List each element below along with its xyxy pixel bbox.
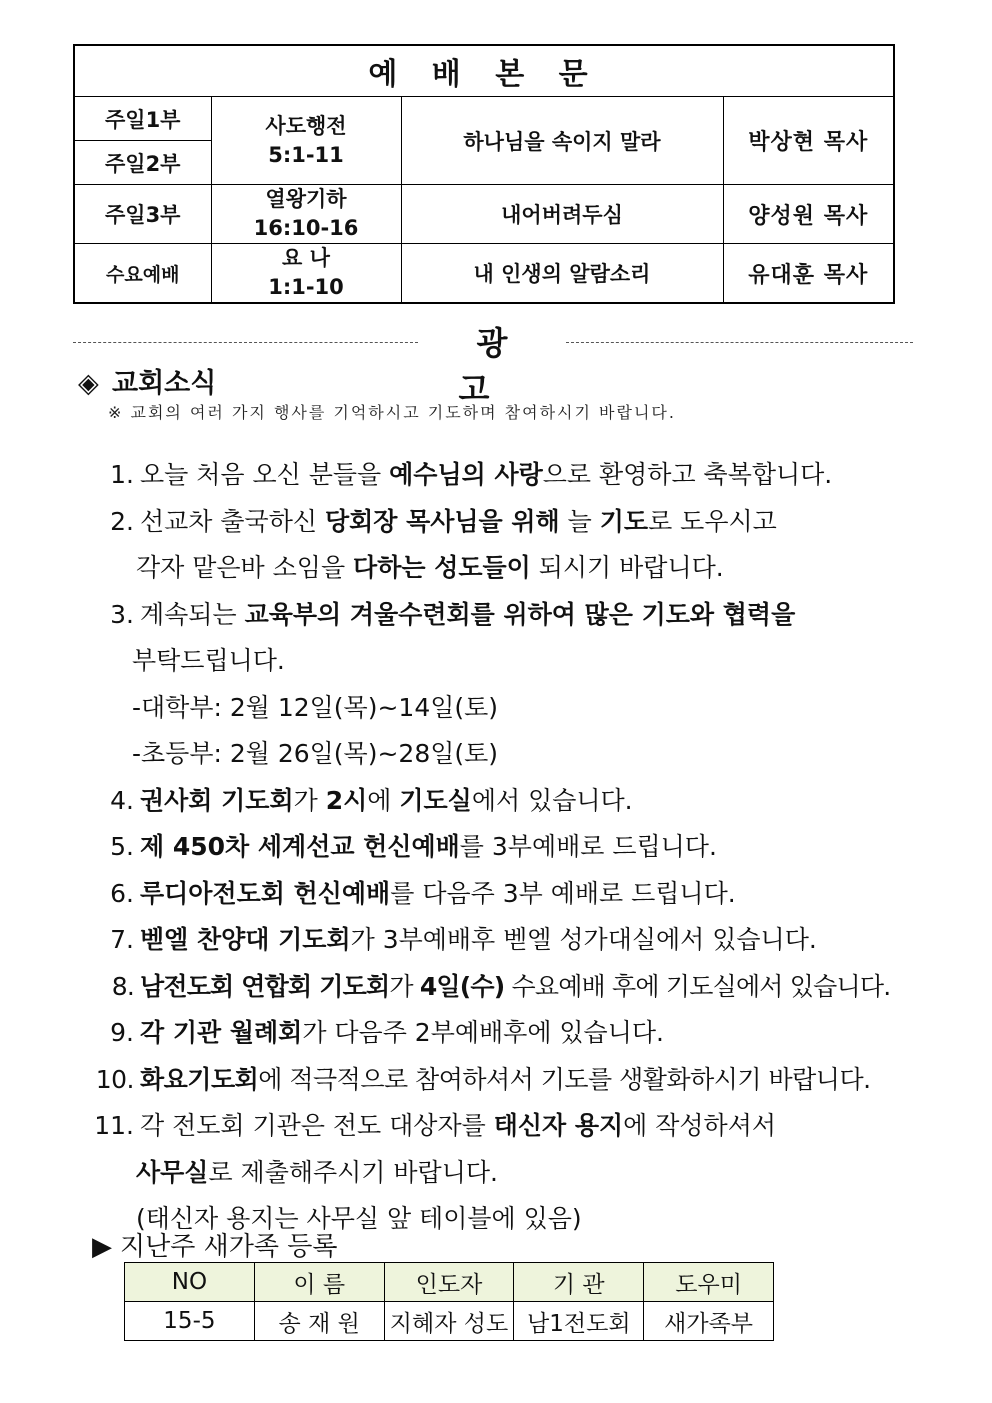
scripture-verse: 16:10-16 bbox=[253, 216, 359, 240]
announcements-title: 광 고 bbox=[458, 324, 544, 408]
item-number: 11. bbox=[94, 1111, 134, 1140]
item-text-emphasis: 2시 bbox=[325, 785, 368, 815]
column-header: 도우미 bbox=[644, 1263, 774, 1302]
announcement-list bbox=[70, 452, 950, 1243]
table-row bbox=[125, 1302, 774, 1341]
column-header: 기 관 bbox=[514, 1263, 644, 1302]
item-text: 으로 환영하고 축복합니다. bbox=[542, 460, 833, 489]
list-item bbox=[70, 1057, 950, 1104]
item-number: 1. bbox=[110, 460, 134, 489]
item-text-emphasis: 태신자 용지 bbox=[493, 1111, 624, 1140]
service-label: 주일1부 bbox=[74, 97, 211, 141]
item-number: 7. bbox=[110, 925, 134, 954]
item-text: 가 bbox=[389, 971, 420, 1001]
item-number: 8. bbox=[111, 971, 134, 1001]
item-text: 에 작성하셔서 bbox=[623, 1111, 777, 1140]
list-item bbox=[70, 964, 950, 1011]
list-item-continuation: (태신자 용지는 사무실 앞 테이블에 있음) bbox=[136, 1204, 582, 1233]
column-header: 이 름 bbox=[254, 1263, 384, 1302]
pastor-name: 양성원 목사 bbox=[723, 185, 894, 244]
diamond-bullet-icon: ◈ bbox=[78, 368, 99, 399]
scripture-reference bbox=[211, 97, 401, 185]
table-cell: 지혜자 성도 bbox=[384, 1302, 514, 1341]
item-text-emphasis: 4일(수) bbox=[419, 971, 505, 1001]
list-item bbox=[70, 917, 950, 964]
list-item bbox=[70, 1103, 950, 1150]
column-header: 인도자 bbox=[384, 1263, 514, 1302]
item-text: 각 전도회 기관은 전도 대상자를 bbox=[140, 1111, 494, 1140]
item-text-emphasis: 교육부의 겨울수련회를 위하여 많은 기도와 협력을 bbox=[244, 599, 796, 629]
scripture-verse: 5:1-11 bbox=[268, 142, 344, 167]
scripture-reference bbox=[211, 185, 401, 244]
scripture-book: 사도행전 bbox=[265, 113, 347, 138]
item-number: 5. bbox=[110, 832, 134, 861]
list-item bbox=[70, 824, 950, 871]
schedule-line: -대학부: 2월 12일(목)~14일(토) bbox=[132, 692, 499, 722]
item-text: 에 적극적으로 참여하셔서 기도를 생활화하시기 바랍니다. bbox=[258, 1064, 871, 1094]
schedule-line: -초등부: 2월 26일(목)~28일(토) bbox=[132, 739, 499, 768]
item-text: 각자 맡은바 소임을 bbox=[136, 553, 354, 582]
list-item bbox=[70, 871, 950, 918]
item-text-emphasis: 화요기도회 bbox=[140, 1064, 259, 1094]
item-text-emphasis: 기도 bbox=[599, 506, 649, 536]
item-text: 수요예배 후에 기도실에서 있습니다. bbox=[504, 971, 891, 1001]
sermon-title: 내 인생의 알람소리 bbox=[401, 244, 723, 304]
list-item bbox=[70, 778, 950, 825]
table-cell: 송 재 원 bbox=[254, 1302, 384, 1341]
new-family-table bbox=[124, 1262, 774, 1341]
sermon-title: 내어버려두심 bbox=[401, 185, 723, 244]
table-cell: 남1전도회 bbox=[514, 1302, 644, 1341]
item-number: 6. bbox=[110, 878, 134, 908]
item-number: 9. bbox=[110, 1018, 134, 1047]
item-text-emphasis: 각 기관 월례회 bbox=[140, 1018, 303, 1047]
scripture-reference bbox=[211, 244, 401, 304]
scripture-book: 열왕기하 bbox=[265, 187, 347, 211]
list-item bbox=[70, 499, 950, 546]
service-label: 주일3부 bbox=[74, 185, 211, 244]
item-text: 늘 bbox=[559, 506, 600, 536]
list-item-continuation bbox=[70, 1150, 950, 1197]
table-cell: 새가족부 bbox=[644, 1302, 774, 1341]
service-label: 주일2부 bbox=[74, 141, 211, 185]
new-family-title: 지난주 새가족 등록 bbox=[120, 1232, 338, 1262]
table-cell: 15-5 bbox=[125, 1302, 255, 1341]
item-text: 에서 있습니다. bbox=[471, 785, 633, 815]
item-text: 에 bbox=[367, 785, 400, 815]
table-header-row bbox=[125, 1263, 774, 1302]
item-text: 계속되는 bbox=[140, 599, 245, 629]
new-family-heading bbox=[92, 1226, 337, 1263]
item-text: 를 다음주 3부 예배로 드립니다. bbox=[390, 878, 736, 908]
item-text: 되시기 바랍니다. bbox=[530, 553, 724, 582]
item-text-emphasis: 벧엘 찬양대 기도회 bbox=[140, 925, 351, 954]
item-number: 10. bbox=[95, 1064, 134, 1094]
list-item bbox=[70, 1010, 950, 1057]
worship-schedule-table bbox=[73, 44, 895, 304]
list-item bbox=[70, 592, 950, 639]
scripture-book: 요 나 bbox=[282, 246, 330, 270]
item-text-emphasis: 사무실 bbox=[136, 1157, 209, 1187]
pastor-name: 박상현 목사 bbox=[723, 97, 894, 185]
item-text: 가 다음주 2부예배후에 있습니다. bbox=[302, 1018, 664, 1047]
item-text-emphasis: 다하는 성도들이 bbox=[353, 553, 531, 582]
church-news-heading bbox=[78, 361, 216, 400]
sermon-title: 하나님을 속이지 말라 bbox=[401, 97, 723, 185]
item-text-emphasis: 예수님의 사랑 bbox=[389, 460, 543, 489]
item-text: 로 도우시고 bbox=[648, 506, 777, 536]
pastor-name: 유대훈 목사 bbox=[723, 244, 894, 304]
item-text-emphasis: 남전도회 연합회 기도회 bbox=[140, 971, 390, 1001]
item-text: 로 제출해주시기 바랍니다. bbox=[208, 1157, 498, 1187]
list-item-continuation bbox=[70, 545, 950, 592]
item-number: 2. bbox=[110, 506, 134, 536]
item-text: 가 bbox=[293, 785, 326, 815]
service-label: 수요예배 bbox=[74, 244, 211, 304]
item-number: 4. bbox=[110, 785, 134, 815]
item-text-emphasis: 당회장 목사님을 위해 bbox=[324, 506, 560, 536]
divider bbox=[73, 342, 418, 343]
item-text: 가 3부예배후 벧엘 성가대실에서 있습니다. bbox=[350, 925, 817, 954]
item-text: 오늘 처음 오신 분들을 bbox=[140, 460, 390, 489]
worship-title: 예 배 본 문 bbox=[74, 45, 894, 97]
item-text-emphasis: 루디아전도회 헌신예배 bbox=[140, 878, 391, 908]
triangle-bullet-icon: ▶ bbox=[92, 1232, 112, 1262]
list-item-continuation: 부탁드립니다. bbox=[132, 646, 285, 675]
item-text: 선교차 출국하신 bbox=[140, 506, 325, 536]
list-item bbox=[70, 452, 950, 499]
section-title: 교회소식 bbox=[112, 368, 217, 399]
divider bbox=[566, 342, 913, 343]
item-text-emphasis: 기도실 bbox=[399, 785, 472, 815]
item-text-emphasis: 제 450차 세계선교 헌신예배 bbox=[140, 832, 460, 861]
item-text: 를 3부예배로 드립니다. bbox=[459, 832, 717, 861]
column-header: NO bbox=[125, 1263, 255, 1302]
item-number: 3. bbox=[110, 599, 134, 629]
item-text-emphasis: 권사회 기도회 bbox=[140, 785, 294, 815]
section-note: ※ 교회의 여러 가지 행사를 기억하시고 기도하며 참여하시기 바랍니다. bbox=[108, 403, 676, 422]
scripture-verse: 1:1-10 bbox=[268, 275, 344, 299]
